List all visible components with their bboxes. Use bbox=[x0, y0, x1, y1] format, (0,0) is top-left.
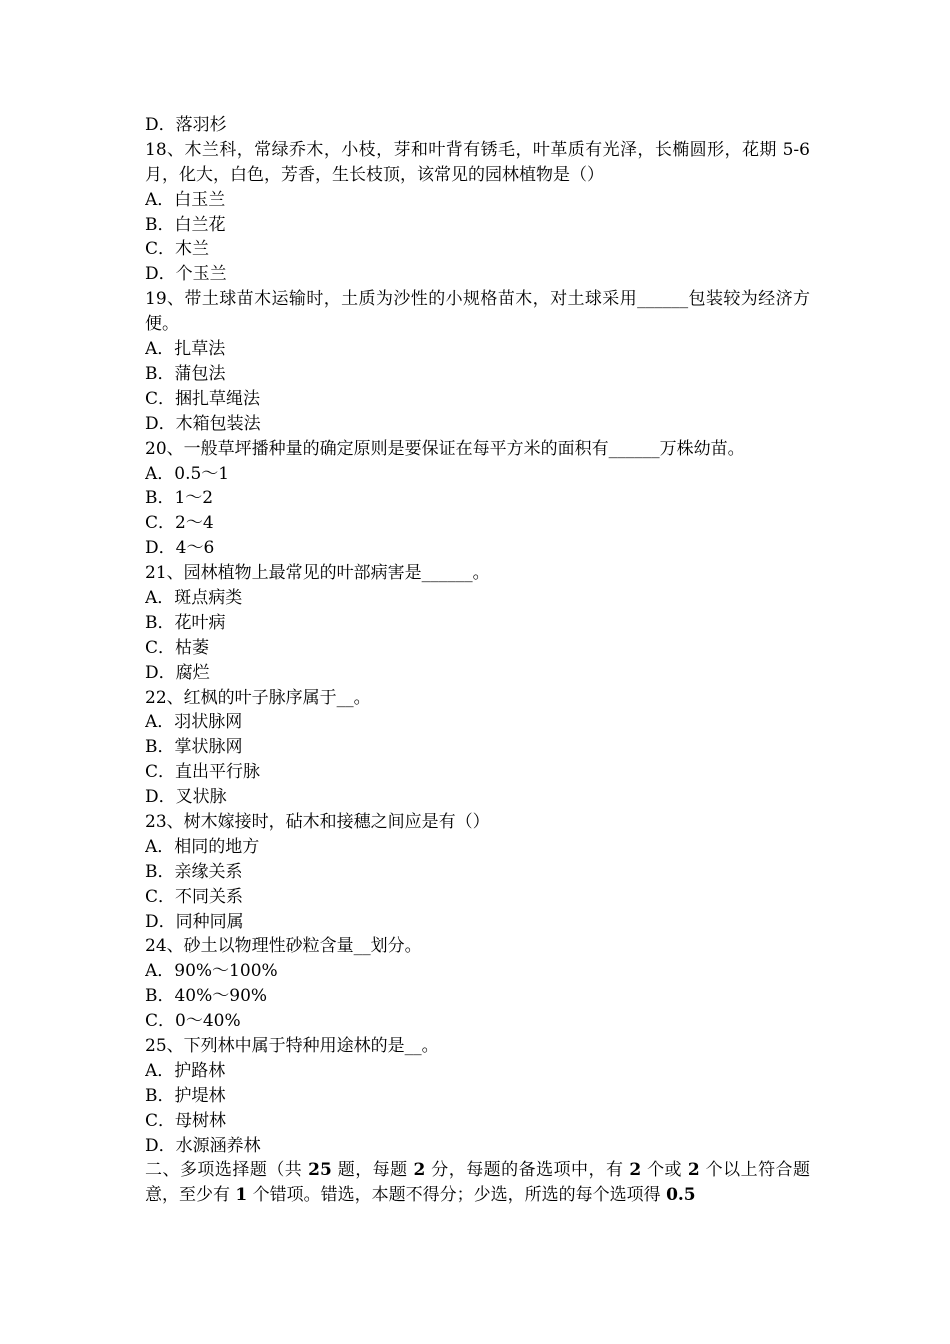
answer-option: D．4～6 bbox=[145, 538, 215, 559]
answer-option: D．同种同属 bbox=[145, 911, 244, 932]
answer-option: B．蒲包法 bbox=[145, 363, 226, 384]
answer-option: C．0～40% bbox=[145, 1011, 241, 1032]
question-text: 23、树木嫁接时，砧木和接穗之间应是有（） bbox=[145, 812, 490, 832]
answer-option: C．木兰 bbox=[145, 239, 210, 260]
answer-option: C．直出平行脉 bbox=[145, 762, 261, 783]
answer-option: B．护堤林 bbox=[145, 1085, 226, 1106]
answer-option: A．羽状脉网 bbox=[145, 712, 243, 733]
question-text: 22、红枫的叶子脉序属于__。 bbox=[145, 687, 371, 708]
question-text: 25、下列林中属于特种用途林的是__。 bbox=[145, 1036, 439, 1057]
answer-option: C．枯萎 bbox=[145, 637, 210, 658]
answer-option: A．90%～100% bbox=[145, 961, 278, 982]
question-text: 18、木兰科，常绿乔木，小枝，芽和叶背有锈毛，叶革质有光泽，长椭圆形，花期 5-6 月，化大，白色，芳香，生长枝顶，该常见的园林植物是（） bbox=[145, 139, 810, 185]
question-text: 19、带土球苗木运输时，土质为沙性的小规格苗木，对土球采用______包装较为经济方便。 bbox=[145, 289, 810, 335]
answer-option: B．40%～90% bbox=[145, 986, 268, 1007]
question-list bbox=[145, 113, 810, 1158]
answer-option: A．护路林 bbox=[145, 1060, 226, 1081]
answer-option: B．掌状脉网 bbox=[145, 737, 243, 758]
answer-option: D．叉状脉 bbox=[145, 787, 227, 808]
answer-option: B．1～2 bbox=[145, 488, 214, 509]
question-text: 24、砂土以物理性砂粒含量__划分。 bbox=[145, 936, 422, 957]
answer-option: C．不同关系 bbox=[145, 886, 244, 907]
answer-option: A．0.5～1 bbox=[145, 463, 230, 484]
answer-option: A．相同的地方 bbox=[145, 836, 260, 857]
answer-option: B．亲缘关系 bbox=[145, 861, 243, 882]
question-text: 20、一般草坪播种量的确定原则是要保证在每平方米的面积有______万株幼苗。 bbox=[145, 438, 745, 459]
answer-option: B．花叶病 bbox=[145, 612, 226, 633]
question-text: 21、园林植物上最常见的叶部病害是______。 bbox=[145, 563, 490, 584]
answer-option: A．扎草法 bbox=[145, 339, 226, 360]
answer-option: D．水源涵养林 bbox=[145, 1135, 261, 1156]
section-2-heading: 二、多项选择题（共 25 题，每题 2 分，每题的备选项中，有 2 个或 2 个以上符合题意，至少有 1 个错项。错选，本题不得分；少选，所选的每个选项得 0.5 bbox=[145, 1160, 811, 1206]
answer-option: D．个玉兰 bbox=[145, 264, 227, 285]
answer-option: A．斑点病类 bbox=[145, 587, 243, 608]
document-page bbox=[145, 113, 810, 1208]
answer-option: C．2～4 bbox=[145, 513, 214, 534]
answer-option: C．捆扎草绳法 bbox=[145, 388, 261, 409]
answer-option: D．木箱包装法 bbox=[145, 413, 261, 434]
answer-option: D．落羽杉 bbox=[145, 115, 227, 135]
answer-option: B．白兰花 bbox=[145, 214, 226, 235]
answer-option: D．腐烂 bbox=[145, 662, 210, 683]
answer-option: C．母树林 bbox=[145, 1110, 227, 1131]
answer-option: A．白玉兰 bbox=[145, 189, 226, 210]
